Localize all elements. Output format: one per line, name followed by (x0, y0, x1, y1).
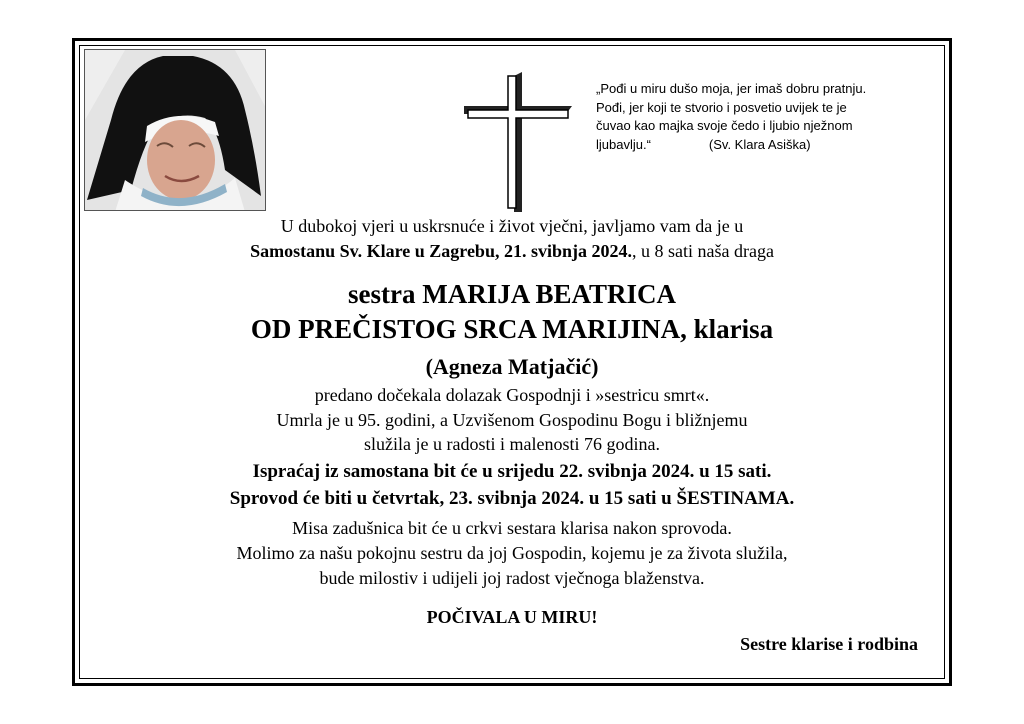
quote-block (596, 80, 936, 154)
intro-line (82, 241, 942, 262)
death-place-date: Samostanu Sv. Klare u Zagrebu, 21. svibnja 2024. (250, 241, 632, 261)
signature: Sestre klarise i rodbina (740, 634, 918, 654)
farewell-info: Ispraćaj iz samostana bit će u srijedu 22. svibnja 2024. u 15 sati. (252, 461, 772, 482)
portrait-photo (84, 49, 266, 211)
quote-text-end: ljubavlju.“ (596, 136, 651, 152)
prayer-line: Molimo za našu pokojnu sestru da joj Gospodin, kojemu je za života služila, (236, 543, 788, 563)
details-line: služila je u radosti i malenosti 76 godina. (364, 434, 660, 454)
quote-line (596, 136, 936, 155)
cross-icon (464, 72, 574, 212)
details-line: Umrla je u 95. godini, a Uzvišenom Gospodinu Bogu i bližnjemu (276, 410, 748, 430)
prayer-line: bude milostiv i udijeli joj radost vječnoga blaženstva. (319, 568, 705, 588)
portrait-illustration (85, 50, 266, 211)
quote-line: čuvao kao majka svoje čedo i ljubio nježnom (596, 118, 853, 133)
civil-name: (Agneza Matjačić) (425, 354, 599, 379)
details-line: predano dočekala dolazak Gospodnji i »sestricu smrt«. (314, 385, 710, 405)
mass-info: Misa zadušnica bit će u crkvi sestara klarisa nakon sprovoda. (292, 518, 732, 538)
deceased-name: sestra MARIJA BEATRICA (348, 279, 676, 309)
funeral-info: Sprovod će biti u četvrtak, 23. svibnja 2024. u 15 sati u ŠESTINAMA. (229, 488, 795, 509)
deceased-name-line2: OD PREČISTOG SRCA MARIJINA, klarisa (250, 314, 774, 344)
quote-line: Pođi, jer koji te stvorio i posvetio uvijek te je (596, 99, 847, 115)
rest-in-peace: POČIVALA U MIRU! (426, 607, 598, 627)
intro-line-rest: , u 8 sati naša draga (631, 241, 774, 261)
quote-source: (Sv. Klara Asiška) (708, 136, 811, 152)
intro-line: U dubokoj vjeri u uskrsnuće i život vječni, javljamo vam da je u (280, 216, 744, 236)
quote-line: „Pođi u miru dušo moja, jer imaš dobru pratnju. (596, 81, 867, 96)
